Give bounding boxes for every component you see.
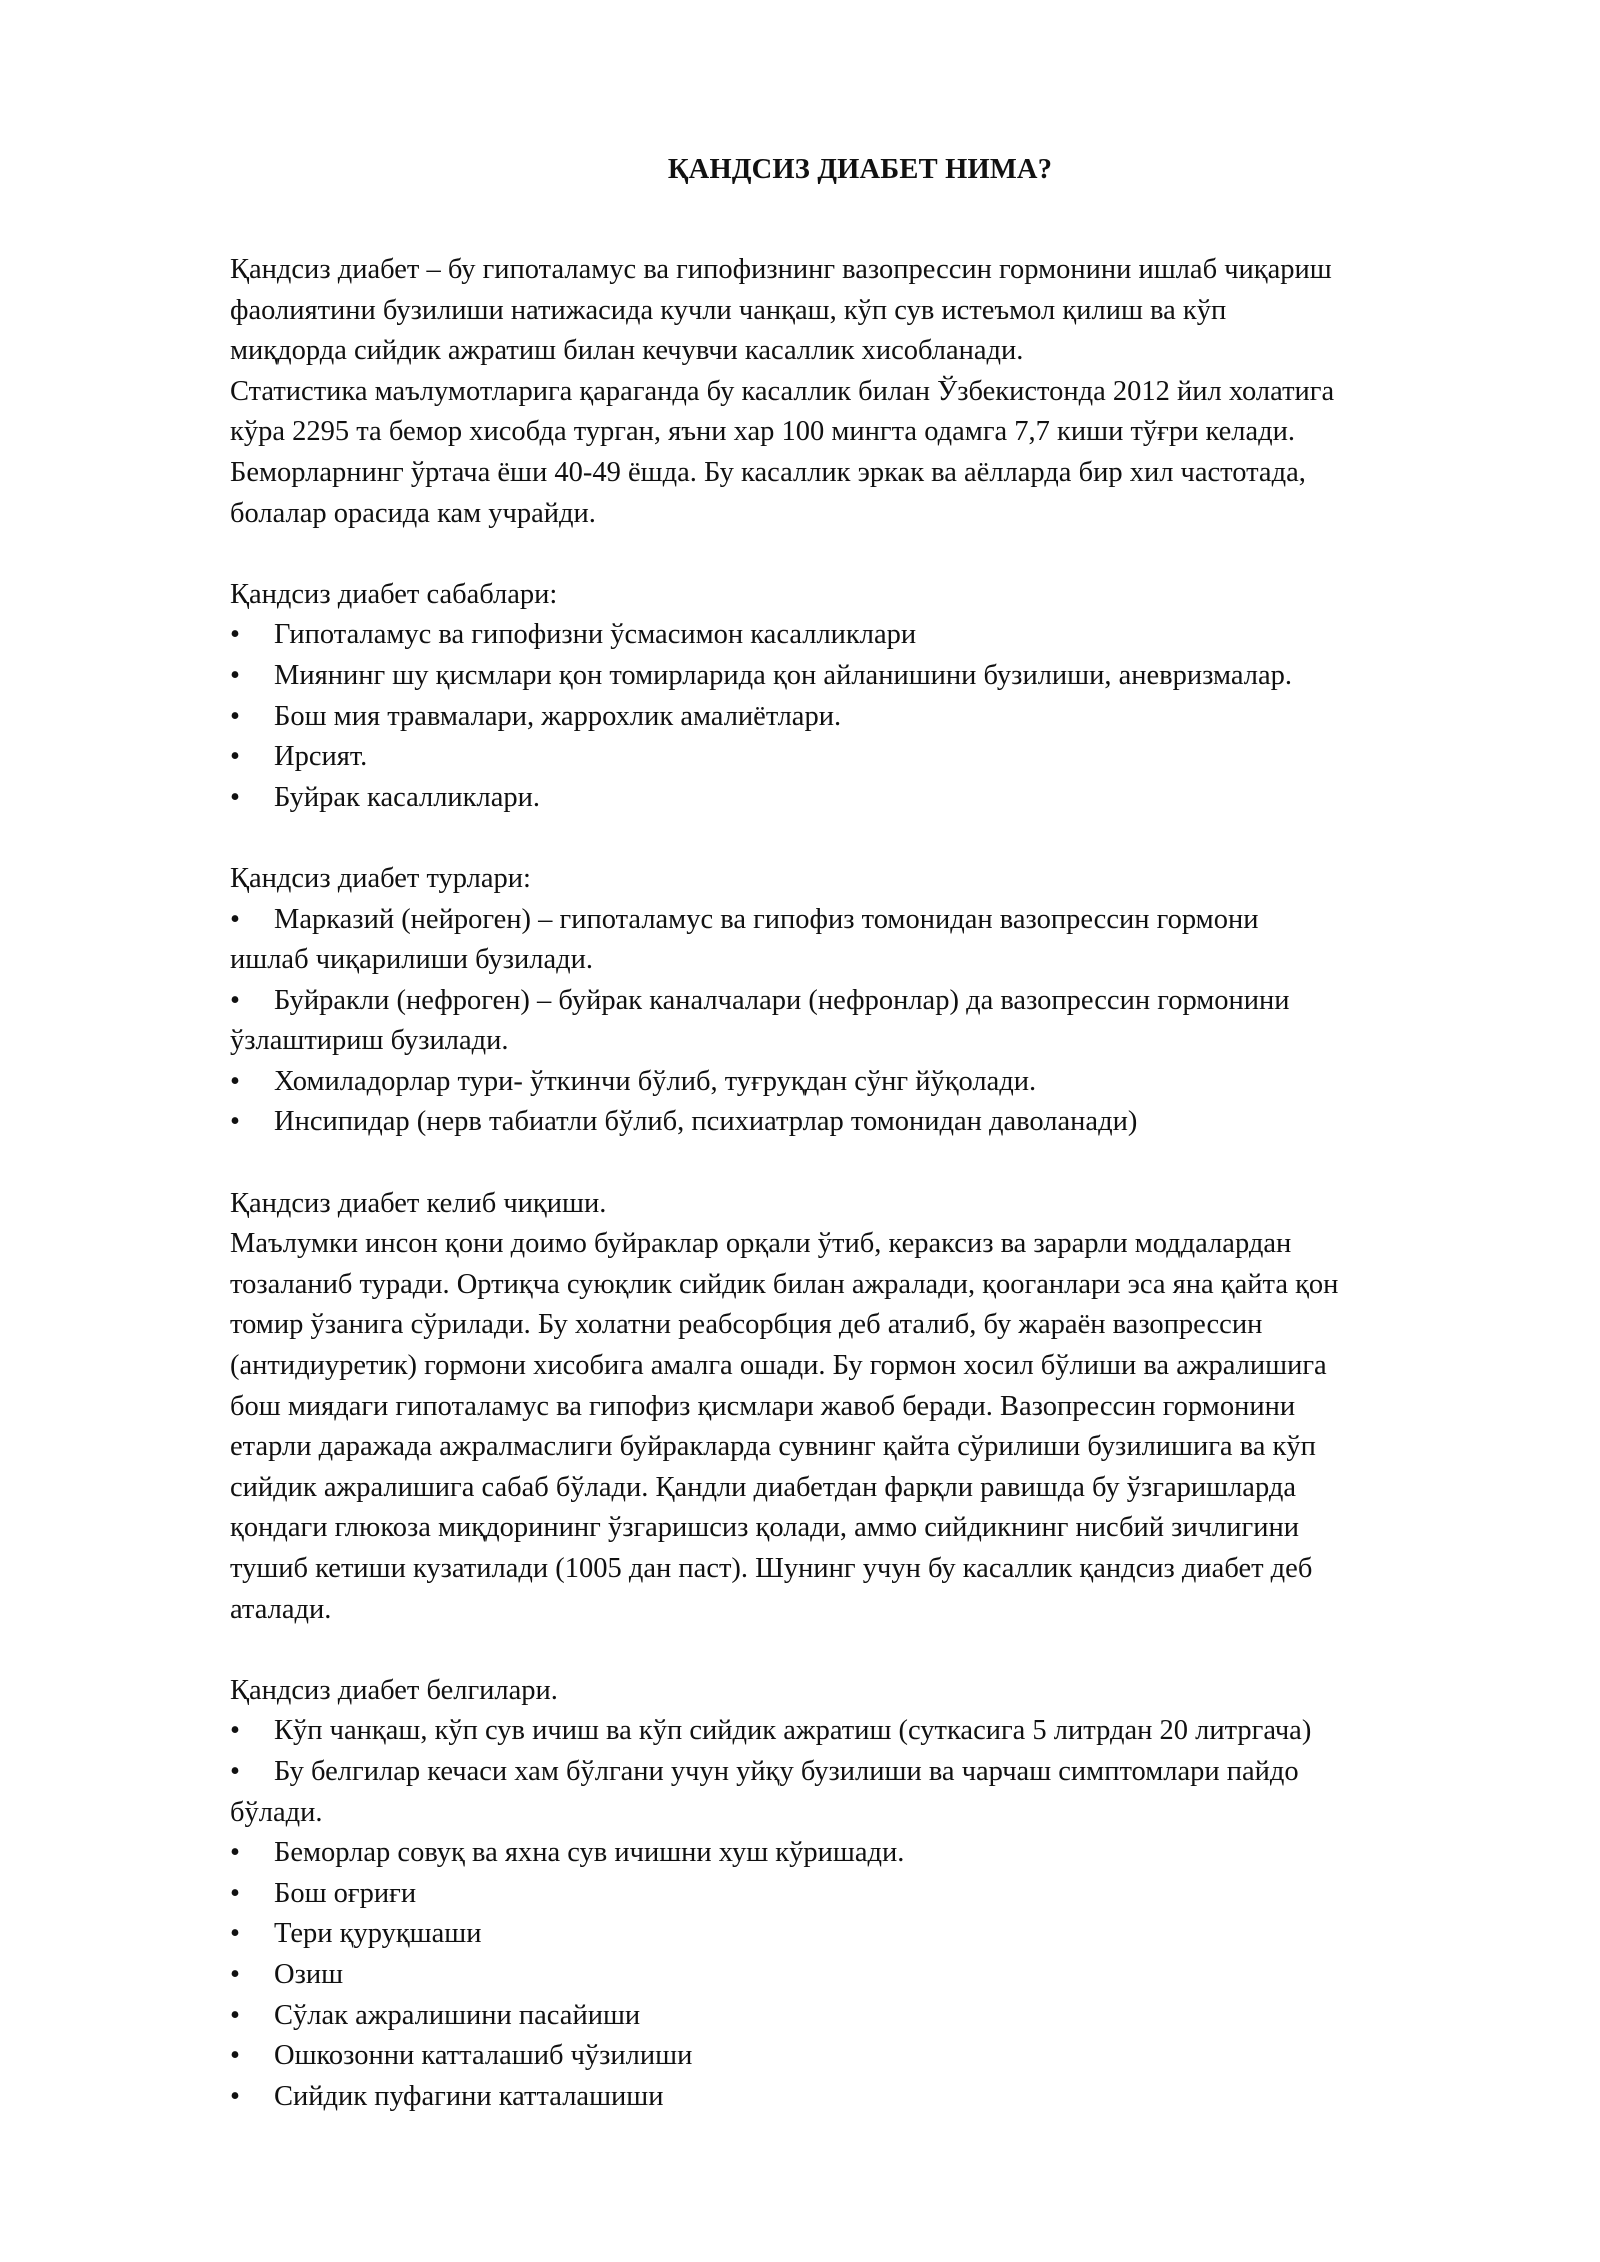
bullet-icon: •	[230, 2040, 240, 2072]
bullet-icon: •	[230, 781, 240, 813]
bullet-icon: •	[230, 1755, 240, 1787]
list-item-text: Хомиладорлар тури- ўткинчи бўлиб, туғруқдан сўнг йўқолади.	[274, 1065, 1037, 1097]
bullet-icon: •	[230, 1715, 240, 1747]
list-item	[230, 1711, 1520, 1752]
list-item	[230, 778, 1520, 819]
list-item-text: Сўлак ажралишини пасайиши	[274, 1999, 641, 2031]
intro-line: Статистика маълумотларига қараганда бу касаллик билан Ўзбекистонда 2012 йил холатига	[230, 375, 1335, 407]
list-item-text: Марказий (нейроген) – гипоталамус ва гипофиз томонидан вазопрессин гормони	[274, 903, 1259, 935]
list-item	[230, 1062, 1520, 1103]
intro-line: Беморларнинг ўртача ёши 40-49 ёшда. Бу касаллик эркак ва аёлларда бир хил частотада,	[230, 456, 1306, 488]
list-item-text: Озиш	[274, 1958, 344, 1990]
bullet-icon: •	[230, 1106, 240, 1138]
paragraph-gap	[230, 1143, 1520, 1184]
paragraph-gap	[230, 818, 1520, 859]
bullet-icon: •	[230, 741, 240, 773]
list-item	[230, 900, 1520, 941]
causes-section	[230, 575, 1520, 819]
list-item-text: Ирсият.	[274, 741, 368, 773]
paragraph-gap	[230, 534, 1520, 575]
bullet-icon: •	[230, 700, 240, 732]
list-item	[230, 615, 1520, 656]
origin-section	[230, 1184, 1520, 1631]
bullet-icon: •	[230, 2080, 240, 2112]
bullet-icon: •	[230, 619, 240, 651]
origin-line: тозаланиб туради. Ортиқча суюқлик сийдик билан ажралади, қооганлари эса яна қайта қон	[230, 1268, 1339, 1300]
symptoms-heading: Қандсиз диабет белгилари.	[230, 1674, 558, 1706]
causes-heading: Қандсиз диабет сабаблари:	[230, 578, 558, 610]
page-title: ҚАНДСИЗ ДИАБЕТ НИМА?	[667, 154, 1053, 185]
list-item-text: Бош оғриғи	[274, 1877, 417, 1909]
origin-heading: Қандсиз диабет келиб чиқиши.	[230, 1187, 607, 1219]
origin-line: (антидиуретик) гормони хисобига амалга ошади. Бу гормон хосил бўлиши ва ажралишига	[230, 1350, 1327, 1382]
list-item	[230, 1955, 1520, 1996]
list-item-text: Инсипидар (нерв табиатли бўлиб, психиатрлар томонидан даволанади)	[274, 1106, 1138, 1138]
origin-line: тушиб кетиши кузатилади (1005 дан паст). Шунинг учун бу касаллик қандсиз диабет деб	[230, 1553, 1313, 1584]
origin-line: етарли даражада ажралмаслиги буйракларда сувнинг қайта сўрилиши бузилишига ва кўп	[230, 1431, 1316, 1463]
list-item-text: Кўп чанқаш, кўп сув ичиш ва кўп сийдик ажратиш (суткасига 5 литрдан 20 литргача)	[274, 1715, 1312, 1747]
intro-line: миқдорда сийдик ажратиш билан кечувчи касаллик хисобланади.	[230, 335, 1024, 367]
bullet-icon: •	[230, 1918, 240, 1950]
list-item-text: Миянинг шу қисмлари қон томирларида қон айланишини бузилиши, аневризмалар.	[274, 659, 1292, 691]
list-item-text: Беморлар совуқ ва яхна сув ичишни хуш кўришади.	[274, 1837, 905, 1869]
list-item-text: Ошкозонни катталашиб чўзилиши	[274, 2040, 693, 2072]
bullet-icon: •	[230, 1877, 240, 1909]
intro-paragraph	[230, 250, 1520, 534]
bullet-icon: •	[230, 1958, 240, 1990]
origin-line: бош миядаги гипоталамус ва гипофиз қисмлари жавоб беради. Вазопрессин гормонини	[230, 1390, 1296, 1422]
origin-line: сийдик ажралишига сабаб бўлади. Қандли диабетдан фарқли равишда бу ўзгаришларда	[230, 1471, 1296, 1503]
intro-line: фаолиятини бузилиши натижасида кучли чанқаш, кўп сув истеъмол қилиш ва кўп	[230, 294, 1227, 326]
types-section	[230, 859, 1520, 1143]
list-item	[230, 1996, 1520, 2037]
list-item	[230, 1833, 1520, 1874]
origin-line: қондаги глюкоза миқдорининг ўзгаришсиз қолади, аммо сийдикнинг нисбий зичлигини	[230, 1512, 1299, 1544]
symptoms-section	[230, 1671, 1520, 2118]
origin-line: Маълумки инсон қони доимо буйраклар орқали ўтиб, кераксиз ва зарарли моддалардан	[230, 1228, 1292, 1260]
list-item	[230, 1752, 1520, 1793]
list-item	[230, 1874, 1520, 1915]
intro-line: Қандсиз диабет – бу гипоталамус ва гипофизнинг вазопрессин гормонини ишлаб чиқариш	[230, 254, 1332, 285]
bullet-icon: •	[230, 984, 240, 1016]
origin-line: томир ўзанига сўрилади. Бу холатни реабсорбция деб аталиб, бу жараён вазопрессин	[230, 1309, 1263, 1341]
bullet-icon: •	[230, 659, 240, 691]
list-item	[230, 737, 1520, 778]
intro-line: кўра 2295 та бемор хисобда турган, яъни хар 100 мингта одамга 7,7 киши тўғри келади.	[230, 416, 1296, 448]
list-item	[230, 2036, 1520, 2077]
bullet-icon: •	[230, 1999, 240, 2031]
intro-line: болалар орасида кам учрайди.	[230, 497, 596, 529]
list-item	[230, 1102, 1520, 1143]
list-item-text: Бош мия травмалари, жаррохлик амалиётлари.	[274, 700, 842, 732]
list-item	[230, 2077, 1520, 2118]
list-item	[230, 981, 1520, 1022]
list-item-text: Буйрак касалликлари.	[274, 781, 541, 813]
list-item-text: Тери қуруқшаши	[274, 1918, 482, 1950]
list-item-text: Бу белгилар кечаси хам бўлгани учун уйқу бузилиши ва чарчаш симптомлари пайдо	[274, 1755, 1299, 1787]
list-item	[230, 1914, 1520, 1955]
list-item	[230, 656, 1520, 697]
paragraph-gap	[230, 1630, 1520, 1671]
list-item-text: Буйракли (нефроген) – буйрак каналчалари (нефронлар) да вазопрессин гормонини	[274, 984, 1290, 1016]
list-item-continuation: ишлаб чиқарилиши бузилади.	[230, 944, 593, 976]
list-item	[230, 697, 1520, 738]
bullet-icon: •	[230, 903, 240, 935]
list-item-continuation: ўзлаштириш бузилади.	[230, 1025, 509, 1057]
types-heading: Қандсиз диабет турлари:	[230, 862, 531, 894]
list-item-text: Гипоталамус ва гипофизни ўсмасимон касалликлари	[274, 619, 917, 651]
list-item-text: Сийдик пуфагини катталашиши	[274, 2080, 664, 2112]
list-item-continuation: бўлади.	[230, 1796, 323, 1828]
bullet-icon: •	[230, 1065, 240, 1097]
document-body	[230, 250, 1520, 2117]
bullet-icon: •	[230, 1837, 240, 1869]
origin-line: аталади.	[230, 1593, 332, 1625]
